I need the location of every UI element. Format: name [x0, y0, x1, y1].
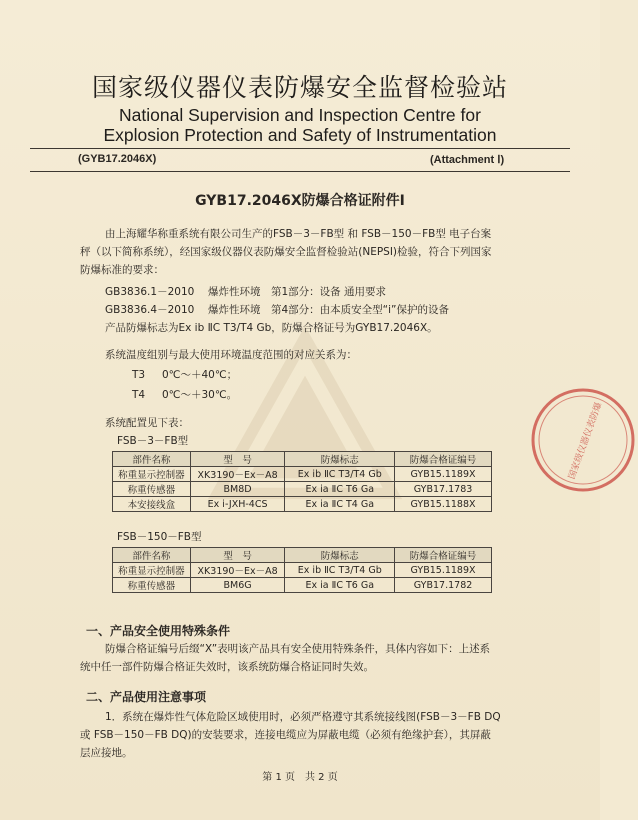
standard-desc-1: 爆炸性环境 第1部分：设备 通用要求 — [208, 286, 387, 298]
cell-part-name: 称重显示控制器 — [113, 467, 191, 482]
temp-group-t3: T3 — [132, 369, 146, 381]
table-row — [113, 482, 492, 497]
standard-code-1: GB3836.1－2010 — [105, 286, 195, 298]
header-cert-number: 防爆合格证编号 — [395, 452, 492, 467]
cell-ex-marking: Ex ia ⅡC T6 Ga — [285, 482, 395, 497]
config-table-fsb150 — [112, 547, 492, 593]
cell-model: XK3190－Ex－A8 — [190, 467, 285, 482]
cell-part-name: 称重显示控制器 — [113, 563, 191, 578]
header-ex-marking: 防爆标志 — [285, 452, 395, 467]
standard-desc-2: 爆炸性环境 第4部分：由本质安全型“i”保护的设备 — [208, 304, 449, 316]
attachment-ref-right: (Attachment Ⅰ) — [430, 154, 505, 166]
section-2-line-1: 1．系统在爆炸性气体危险区域使用时，必须严格遵守其系统接线图(FSB－3－FB DQ — [105, 711, 501, 723]
cell-cert-number: GYB15.1188X — [395, 497, 492, 512]
section-1-line-1: 防爆合格证编号后缀“X”表明该产品具有安全使用特殊条件，具体内容如下：上述系 — [105, 643, 491, 655]
intro-line-3: 防爆标准的要求： — [80, 264, 164, 276]
header-part-name: 部件名称 — [113, 452, 191, 467]
table-row — [113, 467, 492, 482]
intro-line-1: 由上海耀华称重系统有限公司生产的FSB－3－FB型 和 FSB－150－FB型 电子台案 — [105, 228, 492, 240]
cell-model: BM6G — [190, 578, 285, 593]
cell-part-name: 称重传感器 — [113, 578, 191, 593]
table-row — [113, 497, 492, 512]
temperature-intro: 系统温度组别与最大使用环境温度范围的对应关系为： — [105, 349, 357, 361]
station-title-en-line1: National Supervision and Inspection Centre for — [119, 105, 481, 125]
standard-code-2: GB3836.4－2010 — [105, 304, 195, 316]
station-title-cn: 国家级仪器仪表防爆安全监督检验站 — [91, 73, 508, 102]
temp-range-t4: 0℃～＋30℃。 — [162, 389, 238, 401]
header-model: 型 号 — [190, 452, 285, 467]
config-intro: 系统配置见下表： — [105, 417, 189, 429]
cell-ex-marking: Ex ib ⅡC T3/T4 Gb — [285, 563, 395, 578]
cell-model: BM8D — [190, 482, 285, 497]
marking-line: 产品防爆标志为Ex ib ⅡC T3/T4 Gb，防爆合格证号为GYB17.2046X。 — [105, 322, 438, 334]
section-2-line-3: 层应接地。 — [80, 747, 133, 759]
cell-ex-marking: Ex ia ⅡC T6 Ga — [285, 578, 395, 593]
cell-cert-number: GYB17.1783 — [395, 482, 492, 497]
page-number-footer: 第 1 页 共 2 页 — [262, 772, 338, 783]
cell-model: Ex i-JXH-4CS — [190, 497, 285, 512]
table-row — [113, 563, 492, 578]
station-title-en-line2: Explosion Protection and Safety of Instrumentation — [103, 125, 497, 145]
header-rule-bottom — [30, 171, 570, 172]
table-header-row — [113, 548, 492, 563]
cell-ex-marking: Ex ia ⅡC T4 Ga — [285, 497, 395, 512]
temp-group-t4: T4 — [132, 389, 146, 401]
cell-cert-number: GYB15.1189X — [395, 467, 492, 482]
header-ex-marking: 防爆标志 — [285, 548, 395, 563]
temp-range-t3: 0℃～＋40℃； — [162, 369, 238, 381]
svg-text:国家级仪器仪表防爆: 国家级仪器仪表防爆 — [567, 401, 605, 481]
section-1-heading: 一、产品安全使用特殊条件 — [86, 624, 231, 638]
section-2-line-2: 或 FSB－150－FB DQ)的安装要求，连接电缆应为屏蔽电缆（必须有绝缘护套），其屏蔽 — [80, 729, 491, 741]
table-1-label: FSB－3－FB型 — [117, 435, 189, 447]
cell-cert-number: GYB15.1189X — [395, 563, 492, 578]
config-table-fsb3 — [112, 451, 492, 512]
header-rule-top — [30, 148, 570, 149]
cell-model: XK3190－Ex－A8 — [190, 563, 285, 578]
header-model: 型 号 — [190, 548, 285, 563]
certificate-ref-left: (GYB17.2046X) — [78, 153, 157, 165]
section-2-heading: 二、产品使用注意事项 — [86, 690, 207, 704]
official-seal-icon — [528, 385, 638, 495]
table-row — [113, 578, 492, 593]
table-2-label: FSB－150－FB型 — [117, 531, 202, 543]
cell-cert-number: GYB17.1782 — [395, 578, 492, 593]
document-title: GYB17.2046X防爆合格证附件Ⅰ — [195, 193, 405, 209]
section-1-line-2: 统中任一部件防爆合格证失效时，该系统防爆合格证同时失效。 — [80, 661, 374, 673]
intro-line-2: 秤（以下简称系统），经国家级仪器仪表防爆安全监督检验站(NEPSI)检验，符合下列国家 — [80, 246, 492, 258]
cell-ex-marking: Ex ib ⅡC T3/T4 Gb — [285, 467, 395, 482]
cell-part-name: 称重传感器 — [113, 482, 191, 497]
cell-part-name: 本安接线盒 — [113, 497, 191, 512]
table-header-row — [113, 452, 492, 467]
header-cert-number: 防爆合格证编号 — [395, 548, 492, 563]
header-part-name: 部件名称 — [113, 548, 191, 563]
